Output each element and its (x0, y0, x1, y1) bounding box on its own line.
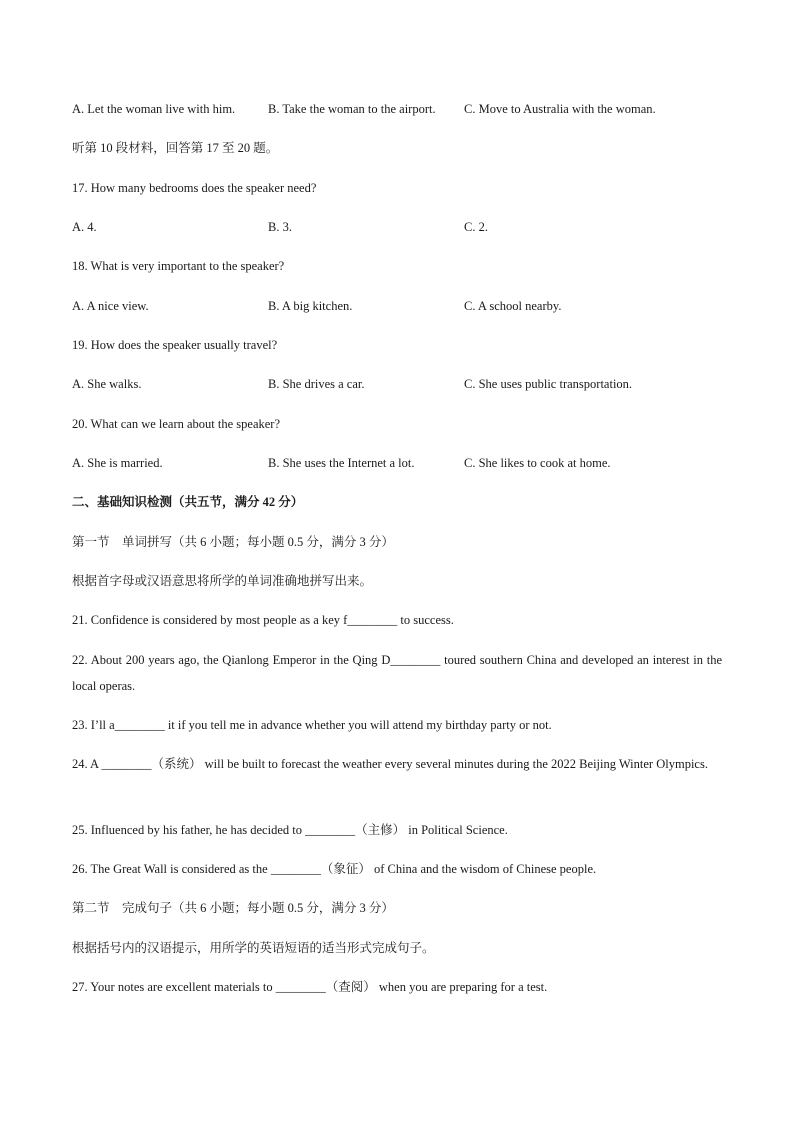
option-a: A. She is married. (72, 456, 163, 470)
question-options (72, 455, 732, 471)
option-b: B. 3. (268, 220, 292, 234)
option-c: C. She uses public transportation. (464, 377, 633, 391)
option-b: B. She uses the Internet a lot. (268, 456, 415, 470)
spelling-item: 23. I’ll a________ it if you tell me in advance whether you will attend my birthday party or not. (72, 718, 552, 732)
q16-option-a: A. Let the woman live with him. (72, 102, 236, 116)
question-stem: 19. How does the speaker usually travel? (72, 338, 278, 352)
option-a: A. 4. (72, 220, 97, 234)
option-c: C. 2. (464, 220, 488, 234)
spelling-item: 21. Confidence is considered by most people as a key f________ to success. (72, 613, 454, 627)
question-options (72, 376, 732, 392)
spelling-item: 22. About 200 years ago, the Qianlong Emperor in the Qing D________ toured southern China and developed an interest in the local operas. (72, 653, 722, 693)
spelling-item: 26. The Great Wall is considered as the ________（象征） of China and the wisdom of Chinese people. (72, 862, 597, 876)
q16-options (72, 101, 732, 117)
section1-title: 第一节 单词拼写（共 6 小题；每小题 0.5 分，满分 3 分） (72, 535, 394, 549)
spelling-item: 25. Influenced by his father, he has decided to ________（主修） in Political Science. (72, 823, 508, 837)
option-b: B. A big kitchen. (268, 299, 353, 313)
option-a: A. She walks. (72, 377, 142, 391)
section2-title: 第二节 完成句子（共 6 小题；每小题 0.5 分，满分 3 分） (72, 901, 394, 915)
option-c: C. A school nearby. (464, 299, 562, 313)
question-stem: 20. What can we learn about the speaker? (72, 417, 281, 431)
sentence-item: 27. Your notes are excellent materials to ________（查阅） when you are preparing for a test. (72, 980, 548, 994)
section1-instruction: 根据首字母或汉语意思将所学的单词准确地拼写出来。 (72, 574, 373, 588)
part2-heading: 二、基础知识检测（共五节，满分 42 分） (72, 495, 304, 509)
section2-instruction: 根据括号内的汉语提示，用所学的英语短语的适当形式完成句子。 (72, 941, 435, 955)
q16-option-c: C. Move to Australia with the woman. (464, 102, 656, 116)
question-options (72, 298, 732, 314)
passage10-instruction: 听第 10 段材料，回答第 17 至 20 题。 (72, 141, 279, 155)
question-stem: 18. What is very important to the speaker? (72, 259, 285, 273)
question-stem: 17. How many bedrooms does the speaker need? (72, 181, 317, 195)
question-options (72, 219, 732, 235)
option-b: B. She drives a car. (268, 377, 365, 391)
q16-option-b: B. Take the woman to the airport. (268, 102, 436, 116)
option-c: C. She likes to cook at home. (464, 456, 611, 470)
spelling-item: 24. A ________（系统） will be built to forecast the weather every several minutes during the 2022 Beijing Winter Olympics. (72, 757, 708, 771)
option-a: A. A nice view. (72, 299, 149, 313)
